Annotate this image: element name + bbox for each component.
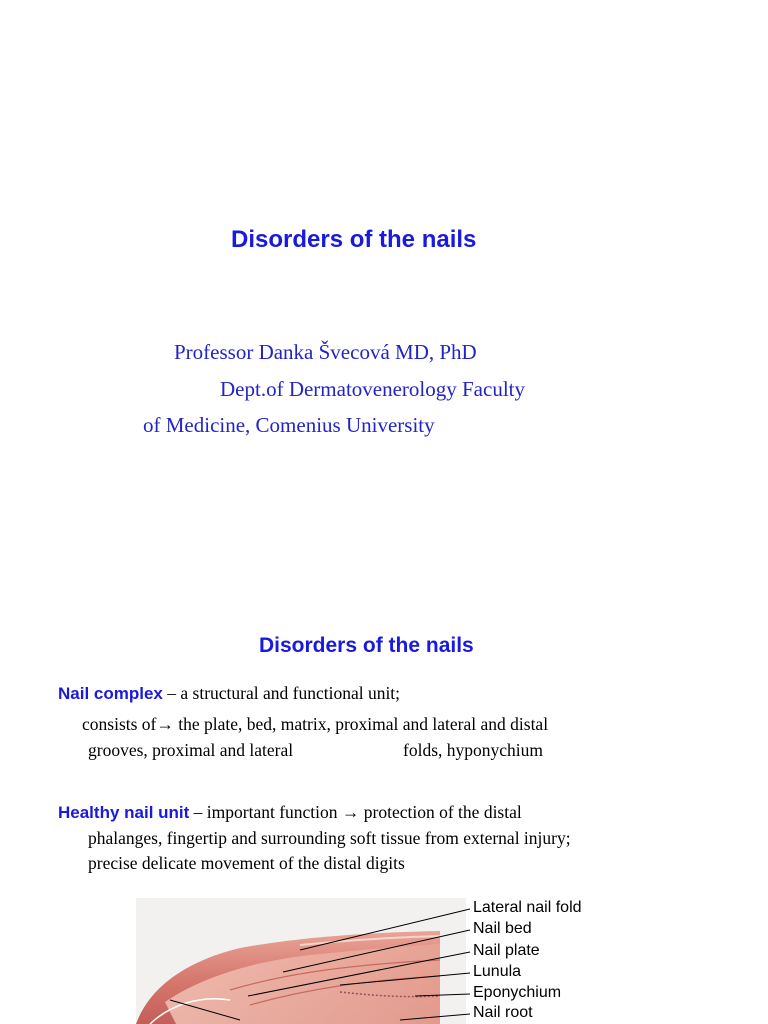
- healthy-unit-term: Healthy nail unit: [58, 803, 190, 822]
- author-department: Dept.of Dermatovenerology Faculty: [220, 377, 525, 401]
- author-university: of Medicine, Comenius University: [143, 413, 435, 437]
- author-name: Professor Danka Švecová MD, PhD: [174, 340, 477, 364]
- slide2-title: Disorders of the nails: [259, 634, 474, 657]
- label-nail-root: Nail root: [473, 1004, 533, 1021]
- healthy-unit-line3: precise delicate movement of the distal digits: [88, 853, 405, 873]
- nail-complex-definition: – a structural and functional unit;: [162, 683, 401, 703]
- label-lateral-nail-fold: Lateral nail fold: [473, 899, 582, 916]
- healthy-unit-definition: – important function → protection of the distal: [189, 802, 522, 822]
- nail-complex-term: Nail complex: [58, 684, 163, 703]
- label-eponychium: Eponychium: [473, 984, 562, 1001]
- nail-complex-line2: consists of→ the plate, bed, matrix, proximal and lateral and distal: [82, 714, 549, 734]
- label-lunula: Lunula: [473, 963, 522, 980]
- label-nail-plate: Nail plate: [473, 942, 540, 959]
- slide1-title: Disorders of the nails: [231, 226, 477, 253]
- nail-complex-line3: grooves, proximal and lateral: [88, 740, 294, 760]
- nail-complex-line3b: folds, hyponychium: [403, 740, 543, 760]
- healthy-unit-line2: phalanges, fingertip and surrounding soft tissue from external injury;: [88, 828, 571, 848]
- label-nail-bed: Nail bed: [473, 920, 532, 937]
